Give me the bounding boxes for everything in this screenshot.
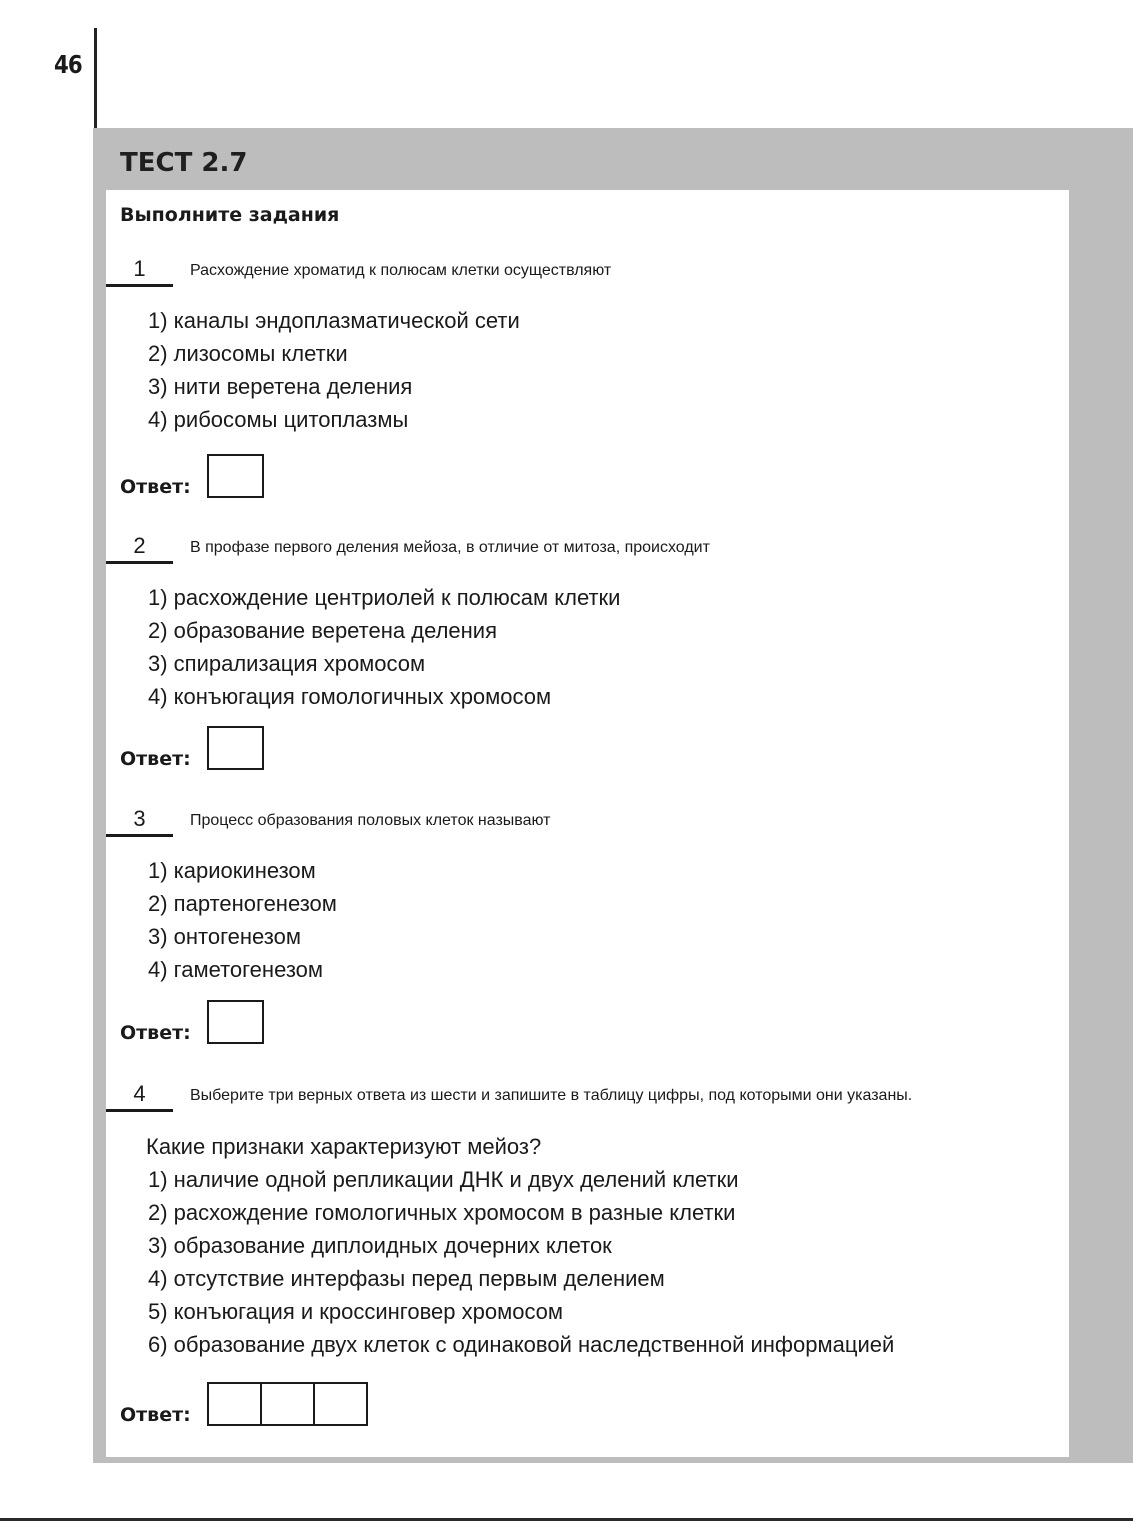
instruction: Выполните задания: [120, 204, 340, 226]
answer-cell[interactable]: [207, 1382, 262, 1426]
option-list: [148, 1163, 894, 1361]
option: 2) расхождение гомологичных хромосом в разные клетки: [148, 1200, 736, 1225]
page-number: 46: [54, 50, 82, 79]
option: 4) рибосомы цитоплазмы: [148, 407, 409, 432]
option-list: [148, 854, 337, 986]
answer-label: Ответ:: [120, 1404, 191, 1426]
task-question: Выберите три верных ответа из шести и запишите в таблицу цифры, под которыми они указаны.: [190, 1087, 913, 1104]
option: 1) каналы эндоплазматической сети: [148, 308, 520, 333]
answer-label: Ответ:: [120, 748, 191, 770]
task-question: Расхождение хроматид к полюсам клетки осуществляют: [190, 262, 612, 279]
bottom-rule: [0, 1518, 1133, 1521]
answer-cell[interactable]: [313, 1382, 368, 1426]
answer-label: Ответ:: [120, 476, 191, 498]
option: 3) спирализация хромосом: [148, 651, 426, 676]
option: 2) образование веретена деления: [148, 618, 498, 643]
answer-cells: [207, 1382, 368, 1426]
task-subquestion: Какие признаки характеризуют мейоз?: [146, 1134, 542, 1159]
task-number: 4: [106, 1083, 173, 1112]
answer-cell[interactable]: [260, 1382, 315, 1426]
task-question: Процесс образования половых клеток называют: [190, 812, 551, 829]
task-number: 2: [106, 535, 173, 564]
answer-box[interactable]: [207, 726, 264, 770]
task-question: В профазе первого деления мейоза, в отличие от митоза, происходит: [190, 539, 710, 556]
option: 4) конъюгация гомологичных хромосом: [148, 684, 552, 709]
option-list: [148, 304, 520, 436]
option: 1) расхождение центриолей к полюсам клетки: [148, 585, 621, 610]
option: 2) лизосомы клетки: [148, 341, 348, 366]
option: 3) образование диплоидных дочерних клеток: [148, 1233, 612, 1258]
option: 3) нити веретена деления: [148, 374, 413, 399]
option: 4) отсутствие интерфазы перед первым делением: [148, 1266, 665, 1291]
answer-box[interactable]: [207, 1000, 264, 1044]
answer-box[interactable]: [207, 454, 264, 498]
option: 1) наличие одной репликации ДНК и двух делений клетки: [148, 1167, 739, 1192]
test-content: [106, 190, 1069, 1457]
option: 1) кариокинезом: [148, 858, 316, 883]
option-list: [148, 581, 620, 713]
test-panel: [93, 128, 1133, 1463]
option: 5) конъюгация и кроссинговер хромосом: [148, 1299, 564, 1324]
option: 6) образование двух клеток с одинаковой наследственной информацией: [148, 1332, 895, 1357]
option: 3) онтогенезом: [148, 924, 302, 949]
task-number: 1: [106, 258, 173, 287]
task-number: 3: [106, 808, 173, 837]
test-title: ТЕСТ 2.7: [120, 148, 248, 178]
option: 2) партеногенезом: [148, 891, 337, 916]
margin-rule: [94, 28, 97, 128]
answer-label: Ответ:: [120, 1022, 191, 1044]
option: 4) гаметогенезом: [148, 957, 324, 982]
